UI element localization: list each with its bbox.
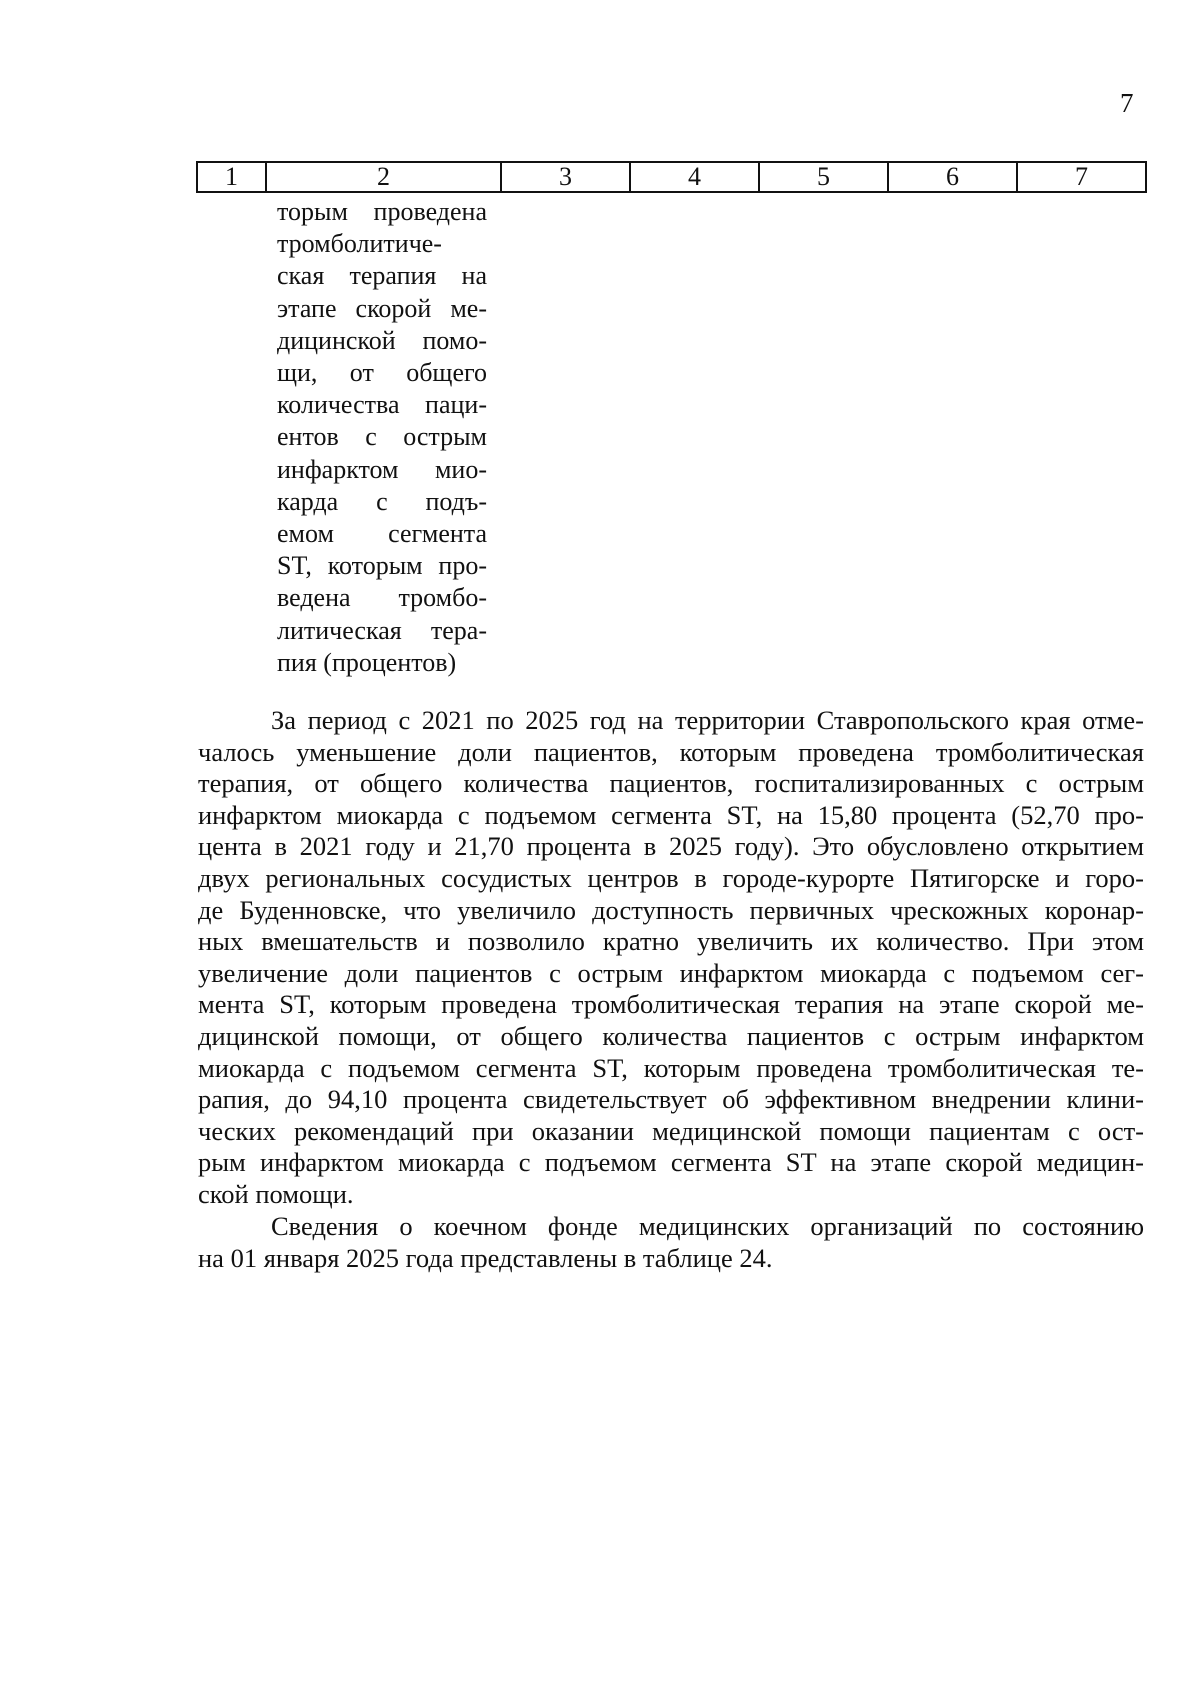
column-number-cell: 4 xyxy=(630,162,759,192)
cell-text-line: количества паци- xyxy=(277,390,487,420)
cell-text-line: ST, которым про- xyxy=(277,551,487,581)
cell-text-line: ведена тромбо- xyxy=(277,583,487,613)
cell-text-line: тромболитиче- xyxy=(277,229,442,259)
paragraph-line: ных вмешательств и позволило кратно увеличить их количество. При этом xyxy=(198,926,1144,957)
cell-text-line: инфарктом мио- xyxy=(277,454,487,484)
paragraph-line: де Буденновске, что увеличило доступность первичных чрескожных коронар- xyxy=(198,894,1144,925)
table-header-row xyxy=(197,162,1146,192)
column-number-cell: 6 xyxy=(888,162,1017,192)
cell-text-line: ская терапия на xyxy=(277,261,487,291)
paragraph-line: ской помощи. xyxy=(198,1178,354,1209)
paragraph-line: дицинской помощи, от общего количества пациентов с острым инфарктом xyxy=(198,1020,1144,1051)
column-number-cell: 1 xyxy=(197,162,266,192)
cell-text-line: литическая тера- xyxy=(277,615,487,645)
paragraph-line: За период с 2021 по 2025 год на территории Ставропольского края отме- xyxy=(271,705,1144,735)
cell-text-line: щи, от общего xyxy=(277,358,487,388)
cell-text-line: ентов с острым xyxy=(277,422,487,452)
paragraph-line: инфарктом миокарда с подъемом сегмента ST, на 15,80 процента (52,70 про- xyxy=(198,799,1144,830)
paragraph-line: увеличение доли пациентов с острым инфарктом миокарда с подъемом сег- xyxy=(198,957,1144,988)
column-number-cell: 3 xyxy=(501,162,630,192)
cell-text-line: дицинской помо- xyxy=(277,325,487,355)
paragraph-line: терапия, от общего количества пациентов, госпитализированных с острым xyxy=(198,768,1144,799)
paragraph-line: мента ST, которым проведена тромболитическая терапия на этапе скорой ме- xyxy=(198,989,1144,1020)
paragraph-line: чалось уменьшение доли пациентов, которым проведена тромболитическая xyxy=(198,736,1144,767)
paragraph-line: на 01 января 2025 года представлены в таблице 24. xyxy=(198,1242,773,1273)
cell-text-line: этапе скорой ме- xyxy=(277,293,487,323)
paragraph-line: двух региональных сосудистых центров в городе-курорте Пятигорске и горо- xyxy=(198,862,1144,893)
paragraph-line: рым инфарктом миокарда с подъемом сегмента ST на этапе скорой медицин- xyxy=(198,1147,1144,1178)
cell-text-line: карда с подъ- xyxy=(277,486,487,516)
page-number: 7 xyxy=(1120,88,1134,118)
table-continued-cell-text xyxy=(277,196,487,679)
column-number-cell: 7 xyxy=(1017,162,1146,192)
body-paragraph xyxy=(198,1211,1144,1274)
paragraph-line: рапия, до 94,10 процента свидетельствует об эффективном внедрении клини- xyxy=(198,1084,1144,1115)
column-number-cell: 5 xyxy=(759,162,888,192)
cell-text-line: торым проведена xyxy=(277,197,487,226)
cell-text-line: пия (процентов) xyxy=(277,647,457,677)
body-paragraph xyxy=(198,705,1144,1211)
column-number-table xyxy=(196,161,1147,193)
paragraph-line: миокарда с подъемом сегмента ST, которым проведена тромболитическая те- xyxy=(198,1052,1144,1083)
cell-text-line: емом сегмента xyxy=(277,519,487,549)
paragraph-line: ческих рекомендаций при оказании медицинской помощи пациентам с ост- xyxy=(198,1115,1144,1146)
paragraph-line: Сведения о коечном фонде медицинских организаций по состоянию xyxy=(271,1211,1144,1241)
column-number-cell: 2 xyxy=(266,162,501,192)
paragraph-line: цента в 2021 году и 21,70 процента в 2025 году). Это обусловлено открытием xyxy=(198,831,1144,862)
